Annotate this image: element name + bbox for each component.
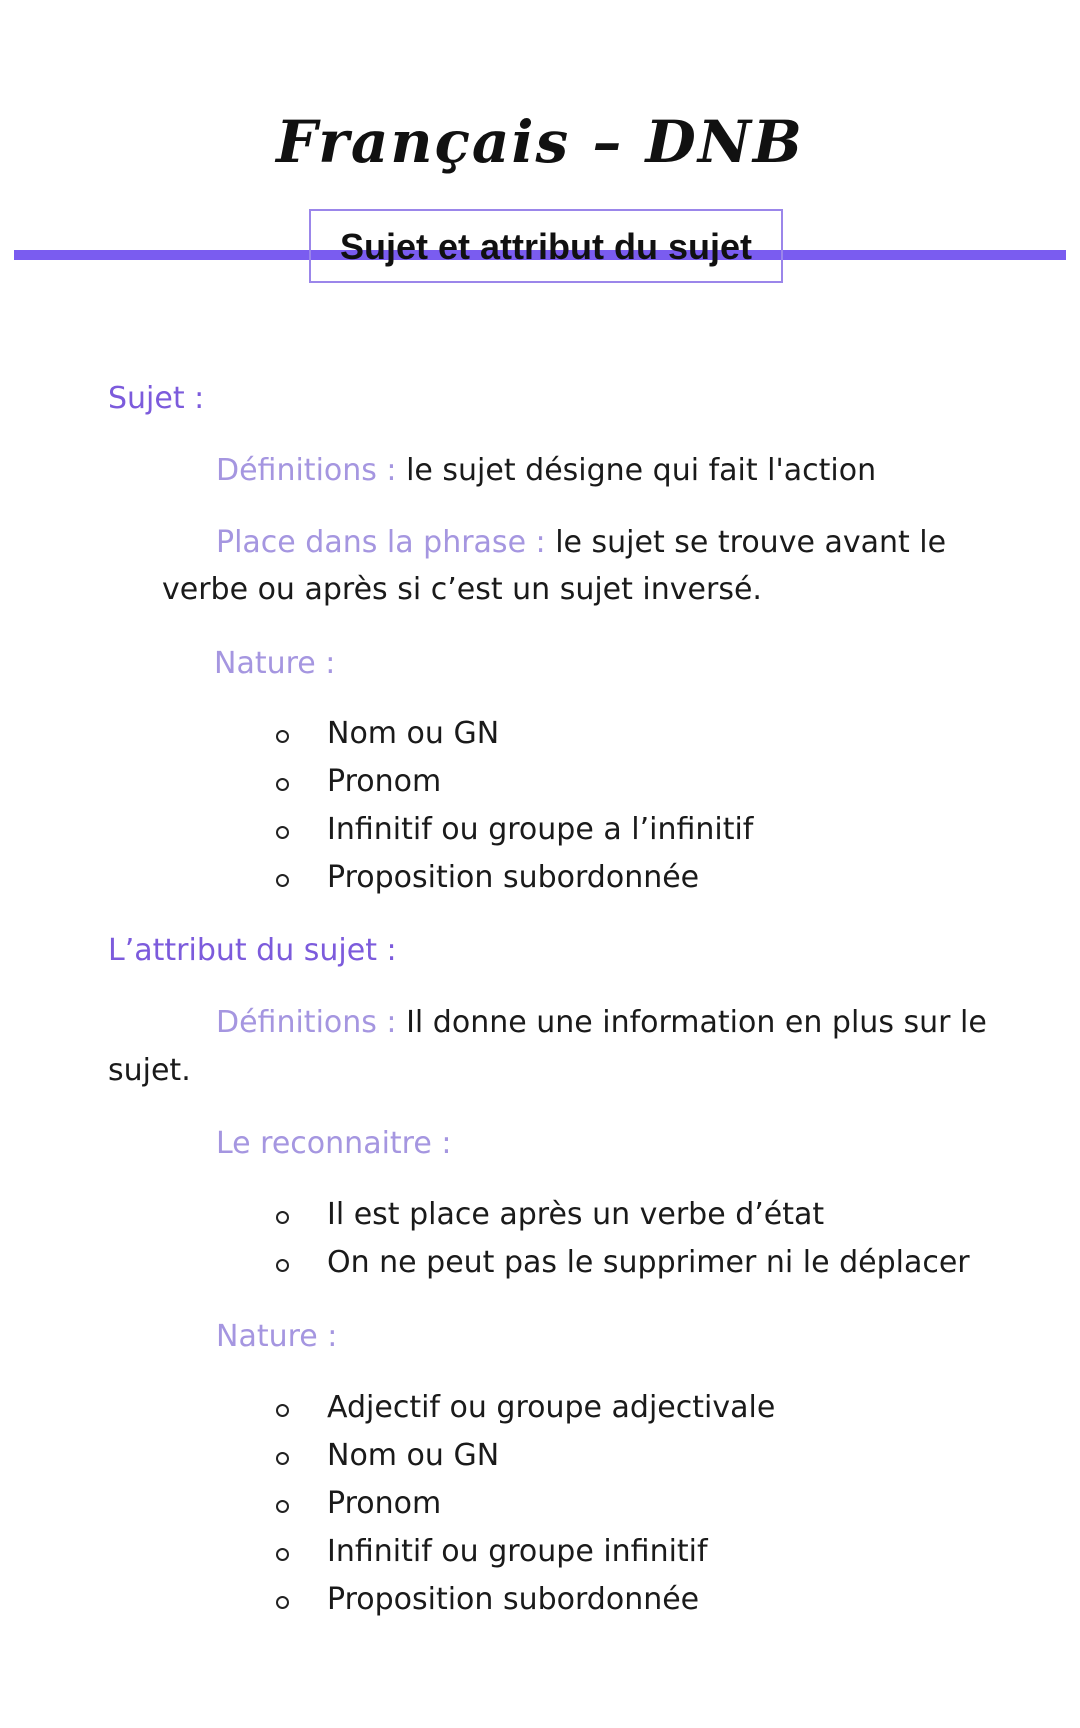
bullet-circle-icon xyxy=(276,1404,289,1417)
list-item: Infinitif ou groupe a l’infinitif xyxy=(327,812,754,847)
attribut-definition xyxy=(216,1005,987,1041)
place-label: Place dans la phrase : xyxy=(216,525,546,560)
bullet-circle-icon xyxy=(276,1259,289,1272)
list-item: Infinitif ou groupe infinitif xyxy=(327,1534,708,1569)
bullet-circle-icon xyxy=(276,826,289,839)
bullet-circle-icon xyxy=(276,1500,289,1513)
page-title: Français – DNB xyxy=(276,108,804,176)
bullet-circle-icon xyxy=(276,1211,289,1224)
bullet-circle-icon xyxy=(276,874,289,887)
list-item: Pronom xyxy=(327,1486,442,1521)
definition-label: Définitions : xyxy=(216,453,397,488)
definition-label: Définitions : xyxy=(216,1005,397,1040)
list-item: Nom ou GN xyxy=(327,1438,500,1473)
sujet-place xyxy=(216,525,946,561)
list-item: On ne peut pas le supprimer ni le déplacer xyxy=(327,1245,970,1280)
list-item: Proposition subordonnée xyxy=(327,1582,700,1617)
sujet-nature-label: Nature : xyxy=(214,646,336,681)
list-item: Nom ou GN xyxy=(327,716,500,751)
bullet-circle-icon xyxy=(276,778,289,791)
definition-text: le sujet désigne qui fait l'action xyxy=(396,453,877,488)
sujet-place-continued: verbe ou après si c’est un sujet inversé. xyxy=(162,572,762,607)
section-heading-attribut: L’attribut du sujet : xyxy=(108,933,397,968)
definition-text: Il donne une information en plus sur le xyxy=(396,1005,987,1040)
bullet-circle-icon xyxy=(276,1596,289,1609)
bullet-circle-icon xyxy=(276,1452,289,1465)
attribut-nature-label: Nature : xyxy=(216,1319,338,1354)
subtitle: Sujet et attribut du sujet xyxy=(339,226,752,267)
place-text: le sujet se trouve avant le xyxy=(545,525,947,560)
list-item: Proposition subordonnée xyxy=(327,860,700,895)
attribut-definition-continued: sujet. xyxy=(108,1053,191,1088)
list-item: Pronom xyxy=(327,764,442,799)
sujet-definition xyxy=(216,453,876,489)
section-heading-sujet: Sujet : xyxy=(108,381,205,416)
list-item: Adjectif ou groupe adjectivale xyxy=(327,1390,776,1425)
bullet-circle-icon xyxy=(276,1548,289,1561)
bullet-circle-icon xyxy=(276,730,289,743)
reconnaitre-label: Le reconnaitre : xyxy=(216,1126,452,1161)
list-item: Il est place après un verbe d’état xyxy=(327,1197,825,1232)
